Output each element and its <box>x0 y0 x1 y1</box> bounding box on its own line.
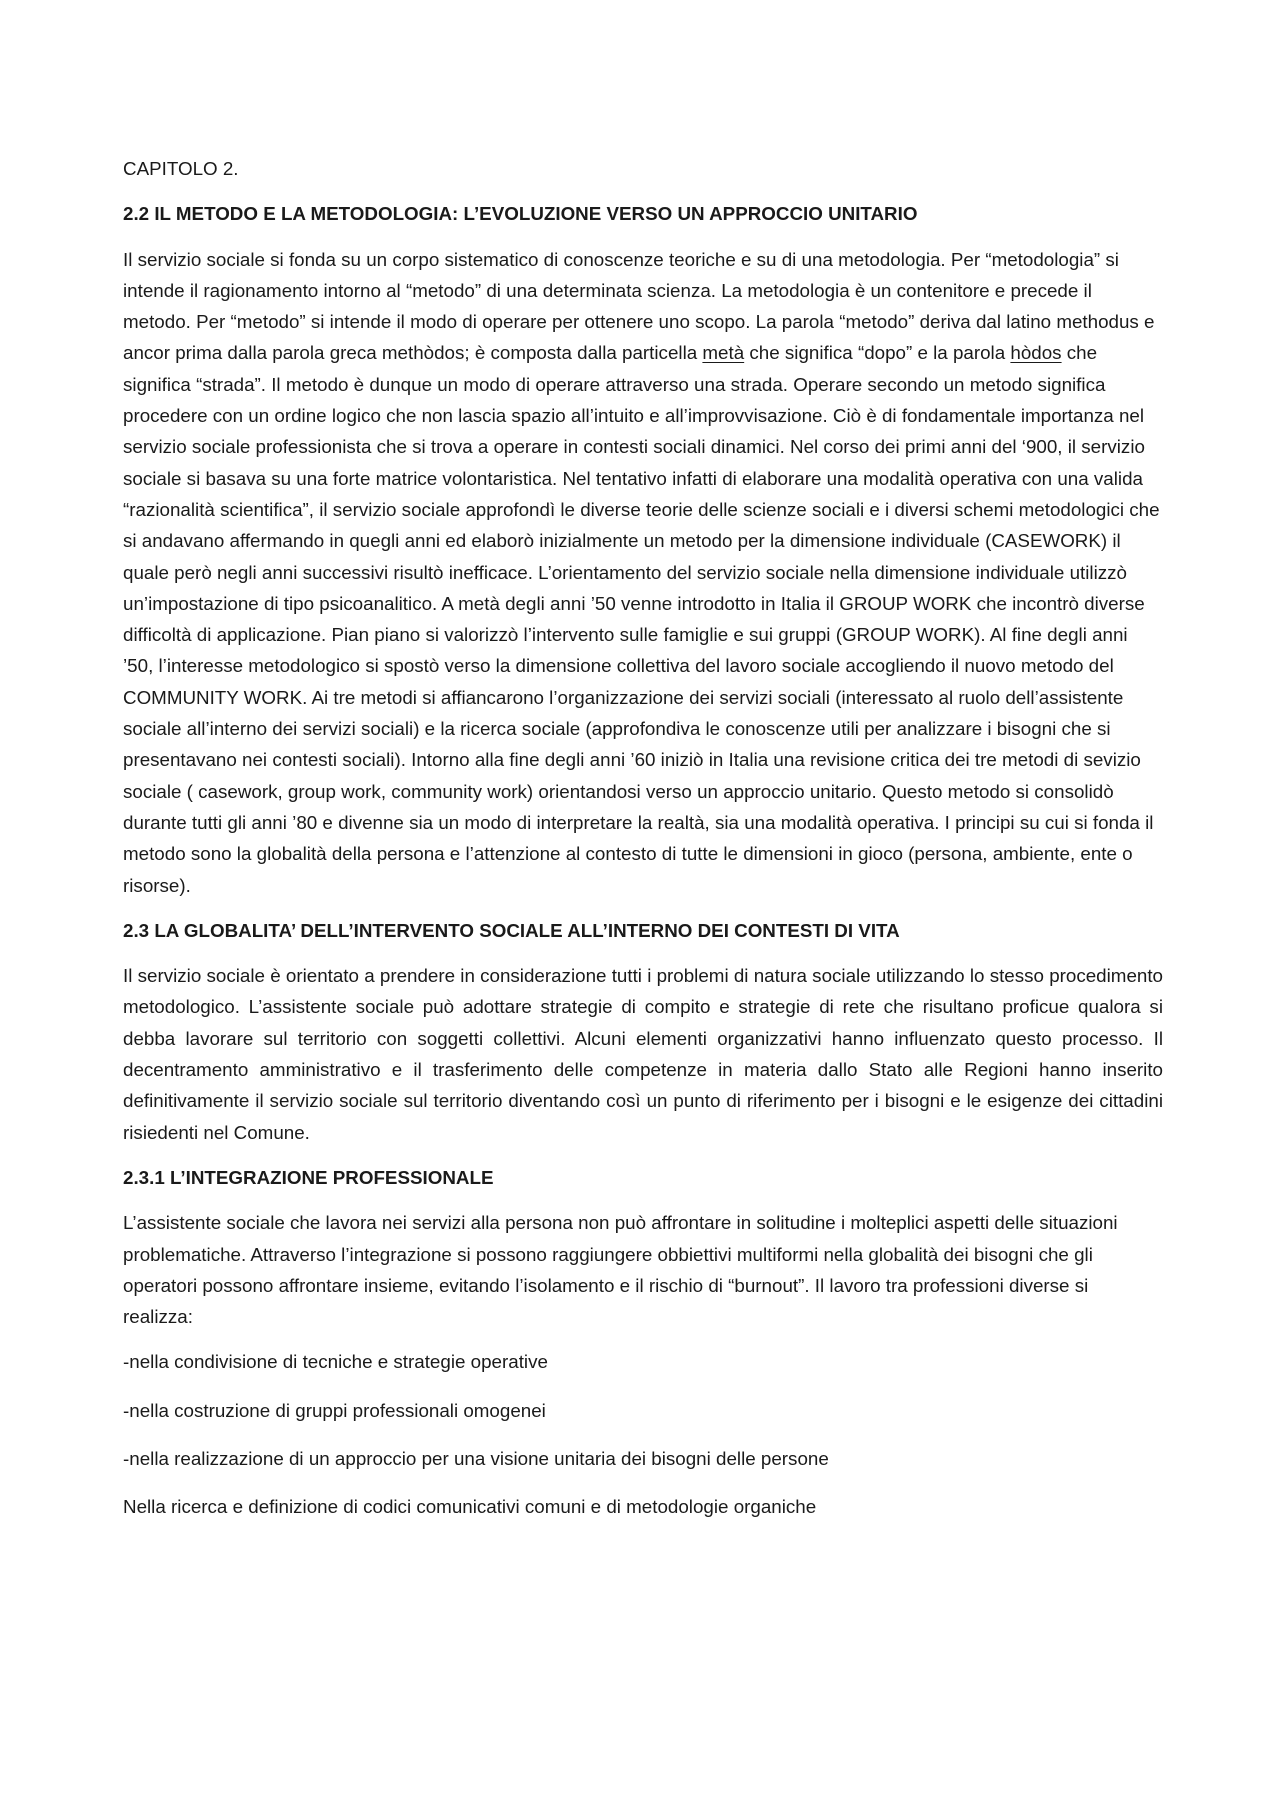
section-2-3-heading: 2.3 LA GLOBALITA’ DELL’INTERVENTO SOCIALE ALL’INTERNO DEI CONTESTI DI VITA <box>123 919 900 941</box>
term-meta: metà <box>702 342 745 364</box>
chapter-title: CAPITOLO 2. <box>123 158 239 179</box>
section-2-2-heading: 2.2 IL METODO E LA METODOLOGIA: L’EVOLUZIONE VERSO UN APPROCCIO UNITARIO <box>123 203 918 225</box>
section-2-3-1-heading: 2.3.1 L’INTEGRAZIONE PROFESSIONALE <box>123 1166 494 1188</box>
document-page <box>123 153 1163 1540</box>
term-hodos: hòdos <box>1010 342 1062 364</box>
section-2-3-paragraph: Il servizio sociale è orientato a prendere in considerazione tutti i problemi di natura sociale utilizzando lo stesso procedimento metodologico. L’assistente sociale può adottare strategie di compito e strategie di rete che risultano proficue qualora si debba lavorare sul territorio con soggetti collettivi. Alcuni elementi organizzativi hanno influenzato questo processo. Il decentramento amministrativo e il trasferimento delle competenze in materia dallo Stato alle Regioni hanno inserito definitivamente il servizio sociale sul territorio diventando così un punto di riferimento per i bisogni e le esigenze dei cittadini risiedenti nel Comune. <box>123 965 1163 1143</box>
section-2-2-text-c: che significa “strada”. Il metodo è dunque un modo di operare attraverso una strada. Operare secondo un metodo significa procedere con un ordine logico che non lascia spazio all’intuito e all’improvvisazione. Ciò è di fondamentale importanza nel servizio sociale professionista che si trova a operare in contesti sociali dinamici. Nel corso dei primi anni del ‘900, il servizio sociale si basava su una forte matrice volontaristica. Nel tentativo infatti di elaborare una modalità operativa con una valida “razionalità scientifica”, il servizio sociale approfondì le diverse teorie delle scienze sociali e i diversi schemi metodologici che si andavano affermando in quegli anni ed elaborò inizialmente un metodo per la dimensione individuale (CASEWORK) il quale però negli anni successivi risultò inefficace. L’orientamento del servizio sociale nella dimensione individuale utilizzò un’impostazione di tipo psicoanalitico. A metà degli anni ’50 venne introdotto in Italia il GROUP WORK che incontrò diverse difficoltà di applicazione. Pian piano si valorizzò l’intervento sulle famiglie e sui gruppi (GROUP WORK). Al fine degli anni ’50, l’interesse metodologico si spostò verso la dimensione collettiva del lavoro sociale accogliendo il nuovo metodo del COMMUNITY WORK. Ai tre metodi si affiancarono l’organizzazione dei servizi sociali (interessato al ruolo dell’assistente sociale all’interno dei servizi sociali) e la ricerca sociale (approfondiva le conoscenze utili per analizzare i bisogni che si presentavano nei contesti sociali). Intorno alla fine degli anni ’60 iniziò in Italia una revisione critica dei tre metodi di sevizio sociale ( casework, group work, community work) orientandosi verso un approccio unitario. Questo metodo si consolidò durante tutti gli anni ’80 e divenne sia un modo di interpretare la realtà, sia una modalità operativa. I principi su cui si fonda il metodo sono la globalità della persona e l’attenzione al contesto di tutte le dimensioni in gioco (persona, ambiente, ente o risorse). <box>123 342 1160 896</box>
section-2-2-paragraph <box>123 244 1163 901</box>
list-item: -nella costruzione di gruppi professionali omogenei <box>123 1399 546 1421</box>
list-item: -nella realizzazione di un approccio per una visione unitaria dei bisogni delle persone <box>123 1447 829 1469</box>
list-item: -nella condivisione di tecniche e strategie operative <box>123 1351 548 1373</box>
section-2-3-1-paragraph: L’assistente sociale che lavora nei servizi alla persona non può affrontare in solitudine i molteplici aspetti delle situazioni problematiche. Attraverso l’integrazione si possono raggiungere obbiettivi multiformi nella globalità dei bisogni che gli operatori possono affrontare insieme, evitando l’isolamento e il rischio di “burnout”. Il lavoro tra professioni diverse si realizza: <box>123 1212 1118 1328</box>
closing-line: Nella ricerca e definizione di codici comunicativi comuni e di metodologie organiche <box>123 1496 817 1518</box>
section-2-2-text-b: che significa “dopo” e la parola <box>744 342 1011 364</box>
section-2-2-text-a: Il servizio sociale si fonda su un corpo sistematico di conoscenze teoriche e su di una metodologia. Per “metodologia” si intende il ragionamento intorno al “metodo” di una determinata scienza. La metodologia è un contenitore e precede il metodo. Per “metodo” si intende il modo di operare per ottenere uno scopo. La parola “metodo” deriva dal latino methodus e ancor prima dalla parola greca methòdos; è composta dalla particella <box>123 248 1155 364</box>
